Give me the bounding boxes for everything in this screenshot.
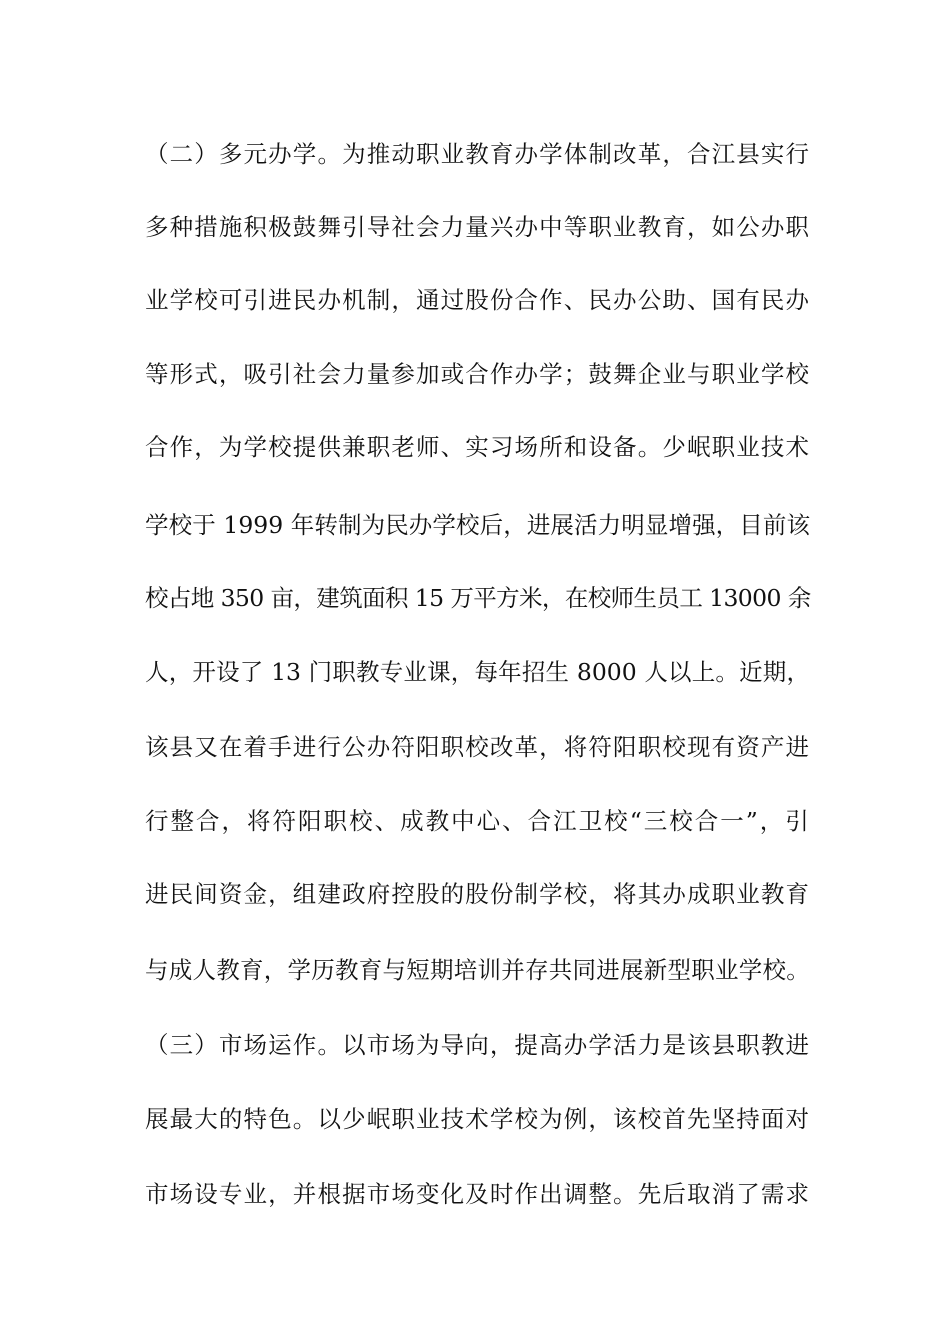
text-line: 市场设专业，并根据市场变化及时作出调整。先后取消了需求 [145, 1180, 810, 1208]
text-line: 展最大的特色。以少岷职业技术学校为例，该校首先坚持面对 [145, 1105, 810, 1133]
text-line: 合作，为学校提供兼职老师、实习场所和设备。少岷职业技术 [145, 433, 810, 461]
text-line: 行整合，将符阳职校、成教中心、合江卫校“三校合一”，引 [145, 807, 810, 835]
text-line: 学校于 1999 年转制为民办学校后，进展活力明显增强，目前该 [145, 511, 810, 539]
text-line: 等形式，吸引社会力量参加或合作办学；鼓舞企业与职业学校 [145, 360, 810, 388]
text-line: 多种措施积极鼓舞引导社会力量兴办中等职业教育，如公办职 [145, 213, 810, 241]
text-line: 校占地 350 亩，建筑面积 15 万平方米，在校师生员工 13000 余 [145, 584, 811, 612]
text-line: 进民间资金，组建政府控股的股份制学校，将其办成职业教育 [145, 880, 810, 908]
text-line: （二）多元办学。为推动职业教育办学体制改革，合江县实行 [145, 140, 810, 168]
text-line: 人，开设了 13 门职教专业课，每年招生 8000 人以上。近期， [145, 658, 810, 686]
text-line: 该县又在着手进行公办符阳职校改革，将符阳职校现有资产进 [145, 733, 810, 761]
text-line: 业学校可引进民办机制，通过股份合作、民办公助、国有民办 [145, 286, 810, 314]
text-line: 与成人教育，学历教育与短期培训并存共同进展新型职业学校。 [145, 956, 810, 984]
text-line: （三）市场运作。以市场为导向，提高办学活力是该县职教进 [145, 1031, 810, 1059]
